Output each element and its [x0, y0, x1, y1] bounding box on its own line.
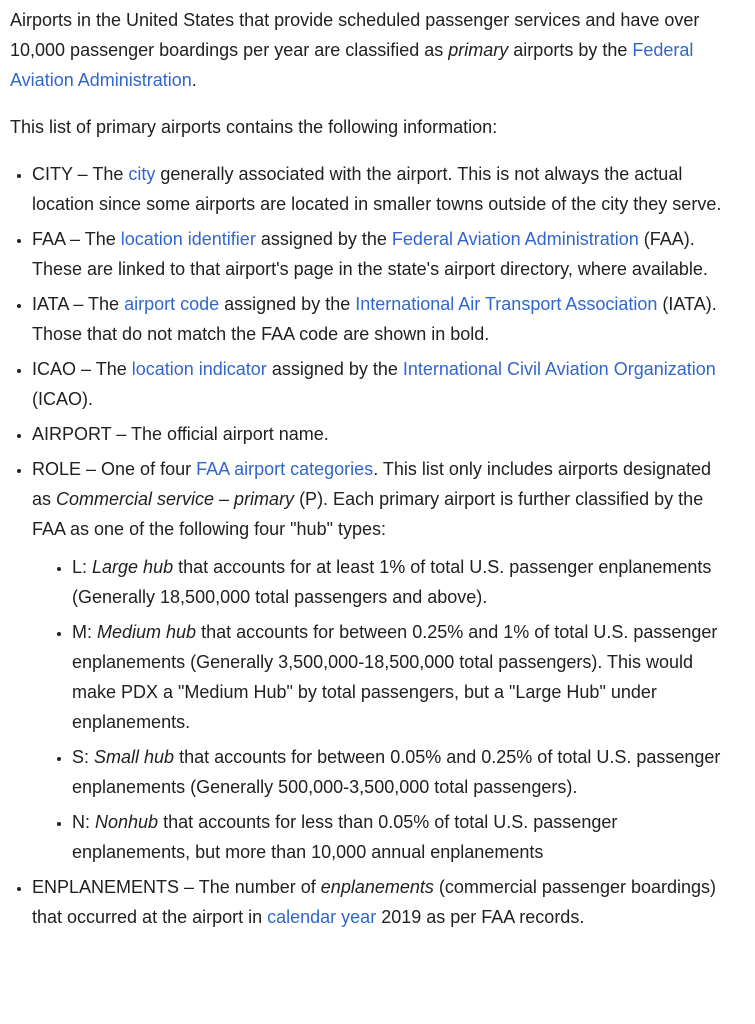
list-item-role [32, 454, 725, 867]
italic-text: Nonhub [95, 812, 159, 832]
text-segment: that accounts for between 0.05% and 0.25% of total U.S. passenger enplanements (Generally 500,000-3,500,000 total passengers). [72, 747, 721, 797]
list-item-small-hub [72, 742, 725, 802]
text-segment: N: [72, 812, 96, 832]
airport-info-list [10, 159, 725, 932]
list-item-icao [32, 354, 725, 414]
text-segment: assigned by the [219, 294, 356, 314]
link-federal-aviation-administration[interactable]: Federal Aviation Administration [10, 40, 694, 90]
list-item-medium-hub [72, 617, 725, 737]
text-segment: (ICAO). [32, 389, 93, 409]
text-segment: that accounts for at least 1% of total U.S. passenger enplanements (Generally 18,500,000 total passengers and above). [72, 557, 712, 607]
text-segment: (FAA). These are linked to that airport's page in the state's airport directory, where available. [32, 229, 708, 279]
list-intro-paragraph: This list of primary airports contains the following information: [10, 117, 498, 137]
italic-text: Small hub [94, 747, 175, 767]
text-segment: CITY – The [32, 164, 129, 184]
link-airport-code[interactable]: airport code [124, 294, 220, 314]
text-segment: Airports in the United States that provide scheduled passenger services and have over 10,000 passenger boardings per year are classified as [10, 10, 700, 60]
text-segment: (IATA). Those that do not match the FAA code are shown in bold. [32, 294, 717, 344]
italic-text: primary [448, 40, 509, 60]
text-segment: ROLE – One of four [32, 459, 197, 479]
link-international-civil-aviation-organization[interactable]: International Civil Aviation Organization [402, 359, 716, 379]
list-item-city [32, 159, 725, 219]
text-segment: S: [72, 747, 95, 767]
link-location-indicator[interactable]: location indicator [131, 359, 267, 379]
intro-paragraph [10, 5, 725, 95]
text-segment: generally associated with the airport. This is not always the actual location since some airports are located in smaller towns outside of the city they serve. [32, 164, 722, 214]
text-segment: IATA – The [32, 294, 125, 314]
role-text [32, 459, 711, 539]
italic-text: Large hub [92, 557, 174, 577]
italic-text: Medium hub [97, 622, 197, 642]
text-segment: ICAO – The [32, 359, 132, 379]
text-segment: . This list only includes airports designated as [32, 459, 712, 509]
italic-text: enplanements [320, 877, 434, 897]
hub-types-list [32, 552, 725, 867]
list-item-large-hub [72, 552, 725, 612]
text-segment: assigned by the [266, 359, 403, 379]
text-segment: (P). Each primary airport is further classified by the FAA as one of the following four "hub" types: [32, 489, 704, 539]
text-segment: that accounts for less than 0.05% of total U.S. passenger enplanements, but more than 10,000 annual enplanements [72, 812, 618, 862]
text-segment: assigned by the [255, 229, 392, 249]
link-calendar-year[interactable]: calendar year [267, 907, 377, 927]
text-segment: (commercial passenger boardings) that occurred at the airport in [32, 877, 717, 927]
list-item-faa [32, 224, 725, 284]
text-segment: L: [72, 557, 93, 577]
link-faa-airport-categories[interactable]: FAA airport categories [196, 459, 374, 479]
list-item-enplanements [32, 872, 725, 932]
link-city[interactable]: city [128, 164, 156, 184]
text-segment: airports by the [508, 40, 633, 60]
list-item-iata [32, 289, 725, 349]
list-item-nonhub [72, 807, 725, 867]
text-segment: M: [72, 622, 97, 642]
link-federal-aviation-administration[interactable]: Federal Aviation Administration [391, 229, 639, 249]
text-segment: AIRPORT – The official airport name. [32, 424, 329, 444]
text-segment: 2019 as per FAA records. [376, 907, 585, 927]
text-segment: ENPLANEMENTS – The number of [32, 877, 321, 897]
link-location-identifier[interactable]: location identifier [120, 229, 256, 249]
italic-text: Commercial service – primary [56, 489, 295, 509]
text-segment: that accounts for between 0.25% and 1% of total U.S. passenger enplanements (Generally 3,500,000-18,500,000 total passengers). This would make PDX a "Medium Hub" by total passengers, but a "Large Hub" under enplanements. [72, 622, 718, 732]
text-segment: . [191, 70, 197, 90]
text-segment: FAA – The [32, 229, 121, 249]
list-item-airport [32, 419, 725, 449]
link-international-air-transport-association[interactable]: International Air Transport Association [355, 294, 658, 314]
